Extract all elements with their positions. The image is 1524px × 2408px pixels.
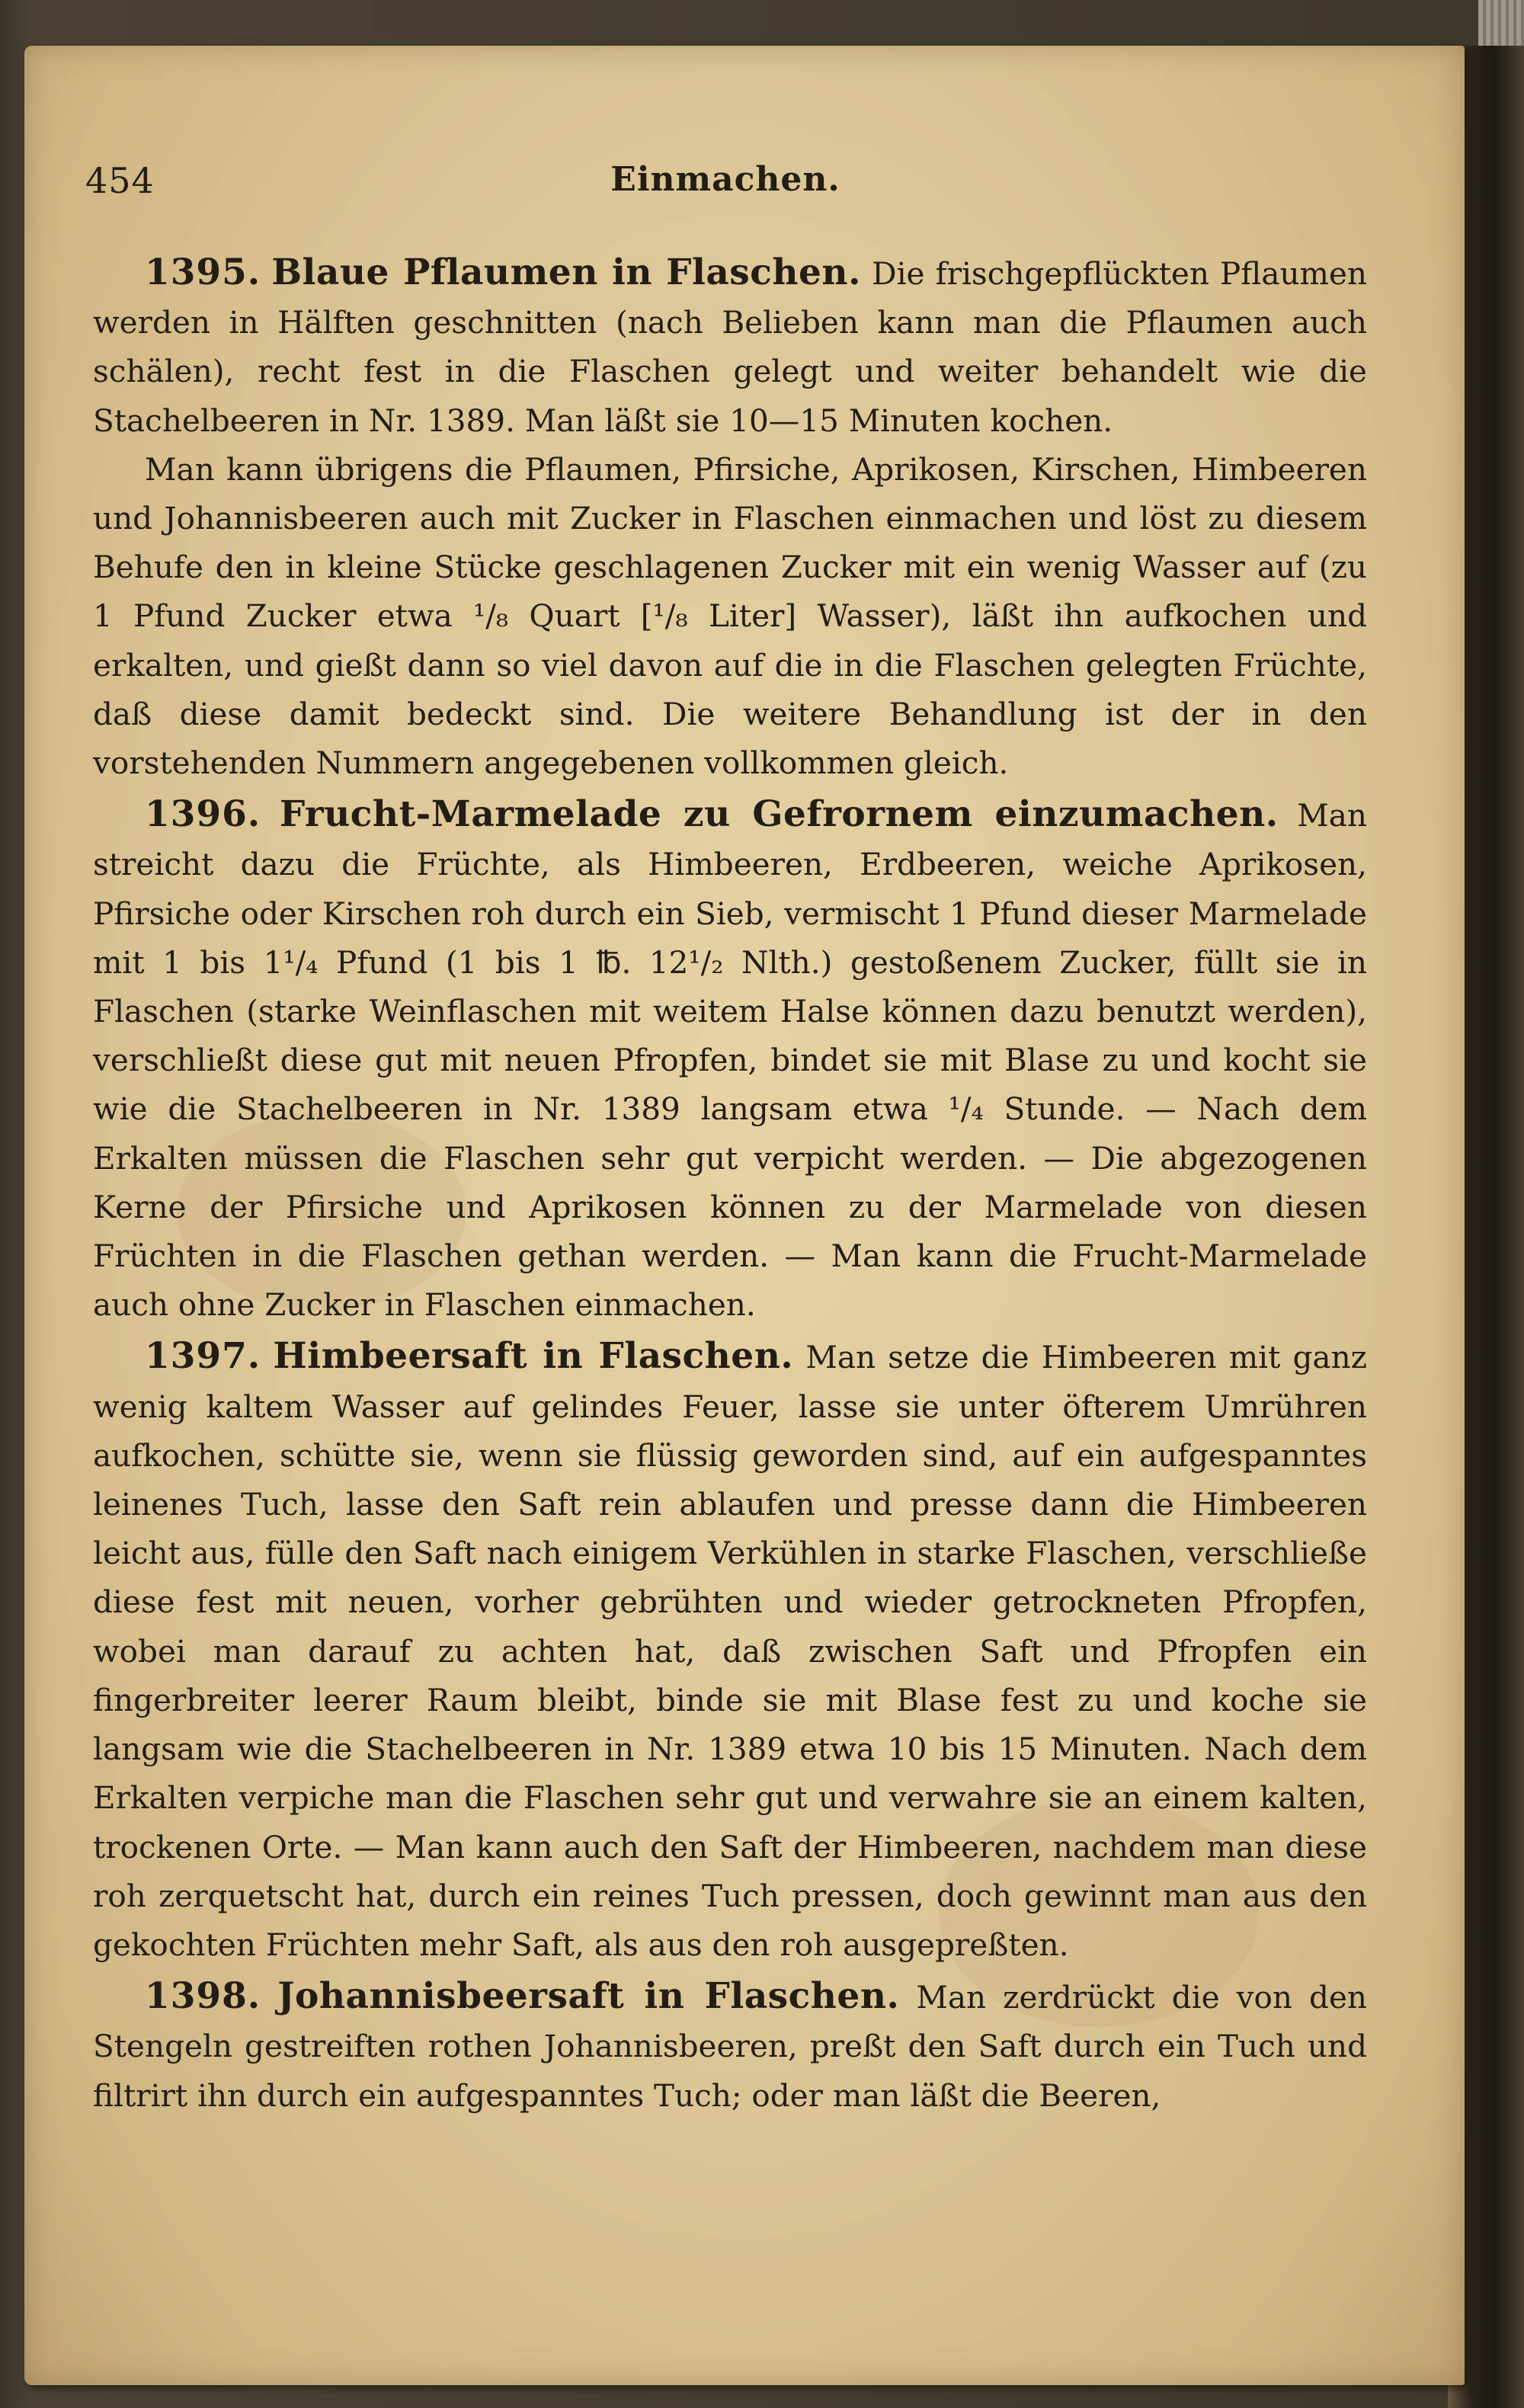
- page-number: 454: [85, 160, 155, 201]
- body-text: [93, 245, 1367, 2120]
- book-edge: [1478, 0, 1524, 46]
- recipe-text: Man setze die Himbeeren mit ganz wenig kaltem Wasser auf gelindes Feuer, lasse sie unter öfterem Umrühren aufkochen, schütte sie, wenn sie flüssig geworden sind, auf ein aufgespanntes leinenes Tuch, lasse den Saft rein ablaufen und presse dann die Himbeeren leicht aus, fülle den Saft nach einigem Verkühlen in starke Flaschen, verschließe diese fest mit neuen, vorher gebrühten und wieder getrockneten Pfropfen, wobei man darauf zu achten hat, daß zwischen Saft und Pfropfen ein fingerbreiter leerer Raum bleibt, binde sie mit Blase fest zu und koche sie langsam wie die Stachelbeeren in Nr. 1389 etwa 10 bis 15 Minuten. Nach dem Erkalten verpiche man die Flaschen sehr gut und verwahre sie an einem kalten, trockenen Orte. — Man kann auch den Saft der Himbeeren, nachdem man diese roh zerquetscht hat, durch ein reines Tuch pressen, doch gewinnt man aus den gekochten Früchten mehr Saft, als aus den roh ausgepreßten.: [93, 1339, 1367, 1963]
- running-title: Einmachen.: [610, 160, 840, 199]
- recipe-text: Man streicht dazu die Früchte, als Himbeeren, Erdbeeren, weiche Aprikosen, Pfirsiche oder Kirschen roh durch ein Sieb, vermischt 1 Pfund dieser Marmelade mit 1 bis 1¹/₄ Pfund (1 bis 1 ℔. 12¹/₂ Nlth.) gestoßenem Zucker, füllt sie in Flaschen (starke Weinflaschen mit weitem Halse können dazu benutzt werden), verschließt diese gut mit neuen Pfropfen, bindet sie mit Blase zu und kocht sie wie die Stachelbeeren in Nr. 1389 langsam etwa ¹/₄ Stunde. — Nach dem Erkalten müssen die Flaschen sehr gut verpicht werden. — Die abgezogenen Kerne der Pfirsiche und Aprikosen können zu der Marmelade von diesen Früchten in die Flaschen gethan werden. — Man kann die Frucht-Marmelade auch ohne Zucker in Flaschen einmachen.: [93, 797, 1367, 1324]
- recipe-text: Man zerdrückt die von den Stengeln gestreiften rothen Johannisbeeren, preßt den Saft durch ein Tuch und filtrirt ihn durch ein aufgespanntes Tuch; oder man läßt die Beeren,: [93, 1979, 1368, 2114]
- recipe-1398: [93, 1972, 1367, 2120]
- recipe-title: Frucht-Marmelade zu Gefrornem einzumachen.: [279, 793, 1279, 836]
- recipe-text: Die frischgepflückten Pflaumen werden in Hälften geschnitten (nach Belieben kann man die Pflaumen auch schälen), recht fest in die Flaschen gelegt und weiter behandelt wie die Stachelbeeren in Nr. 1389. Man läßt sie 10—15 Minuten kochen.: [93, 255, 1368, 439]
- recipe-number: 1397.: [145, 1335, 261, 1378]
- recipe-number: 1396.: [145, 793, 261, 836]
- recipe-number: 1398.: [145, 1975, 261, 2018]
- recipe-title: Himbeersaft in Flaschen.: [273, 1335, 794, 1378]
- recipe-1397: [93, 1332, 1367, 1969]
- recipe-title: Blaue Pflaumen in Flaschen.: [271, 251, 861, 293]
- paragraph-text: Man kann übrigens die Pflaumen, Pfirsiche, Aprikosen, Kirschen, Himbeeren und Johannisbeeren auch mit Zucker in Flaschen einmachen und löst zu diesem Behufe den in kleine Stücke geschlagenen Zucker mit ein wenig Wasser auf (zu 1 Pfund Zucker etwa ¹/₈ Quart [¹/₈ Liter] Wasser), läßt ihn aufkochen und erkalten, und gießt dann so viel davon auf die in die Flaschen gelegten Früchte, daß diese damit bedeckt sind. Die weitere Behandlung ist der in den vorstehenden Nummern angegebenen vollkommen gleich.: [93, 450, 1367, 782]
- running-head: [85, 160, 1366, 206]
- recipe-1396: [93, 790, 1367, 1329]
- recipe-number: 1395.: [145, 251, 261, 293]
- recipe-title: Johannisbeersaft in Flaschen.: [277, 1975, 900, 2018]
- recipe-1395: [93, 248, 1367, 445]
- paragraph-sugar-note: [93, 445, 1367, 787]
